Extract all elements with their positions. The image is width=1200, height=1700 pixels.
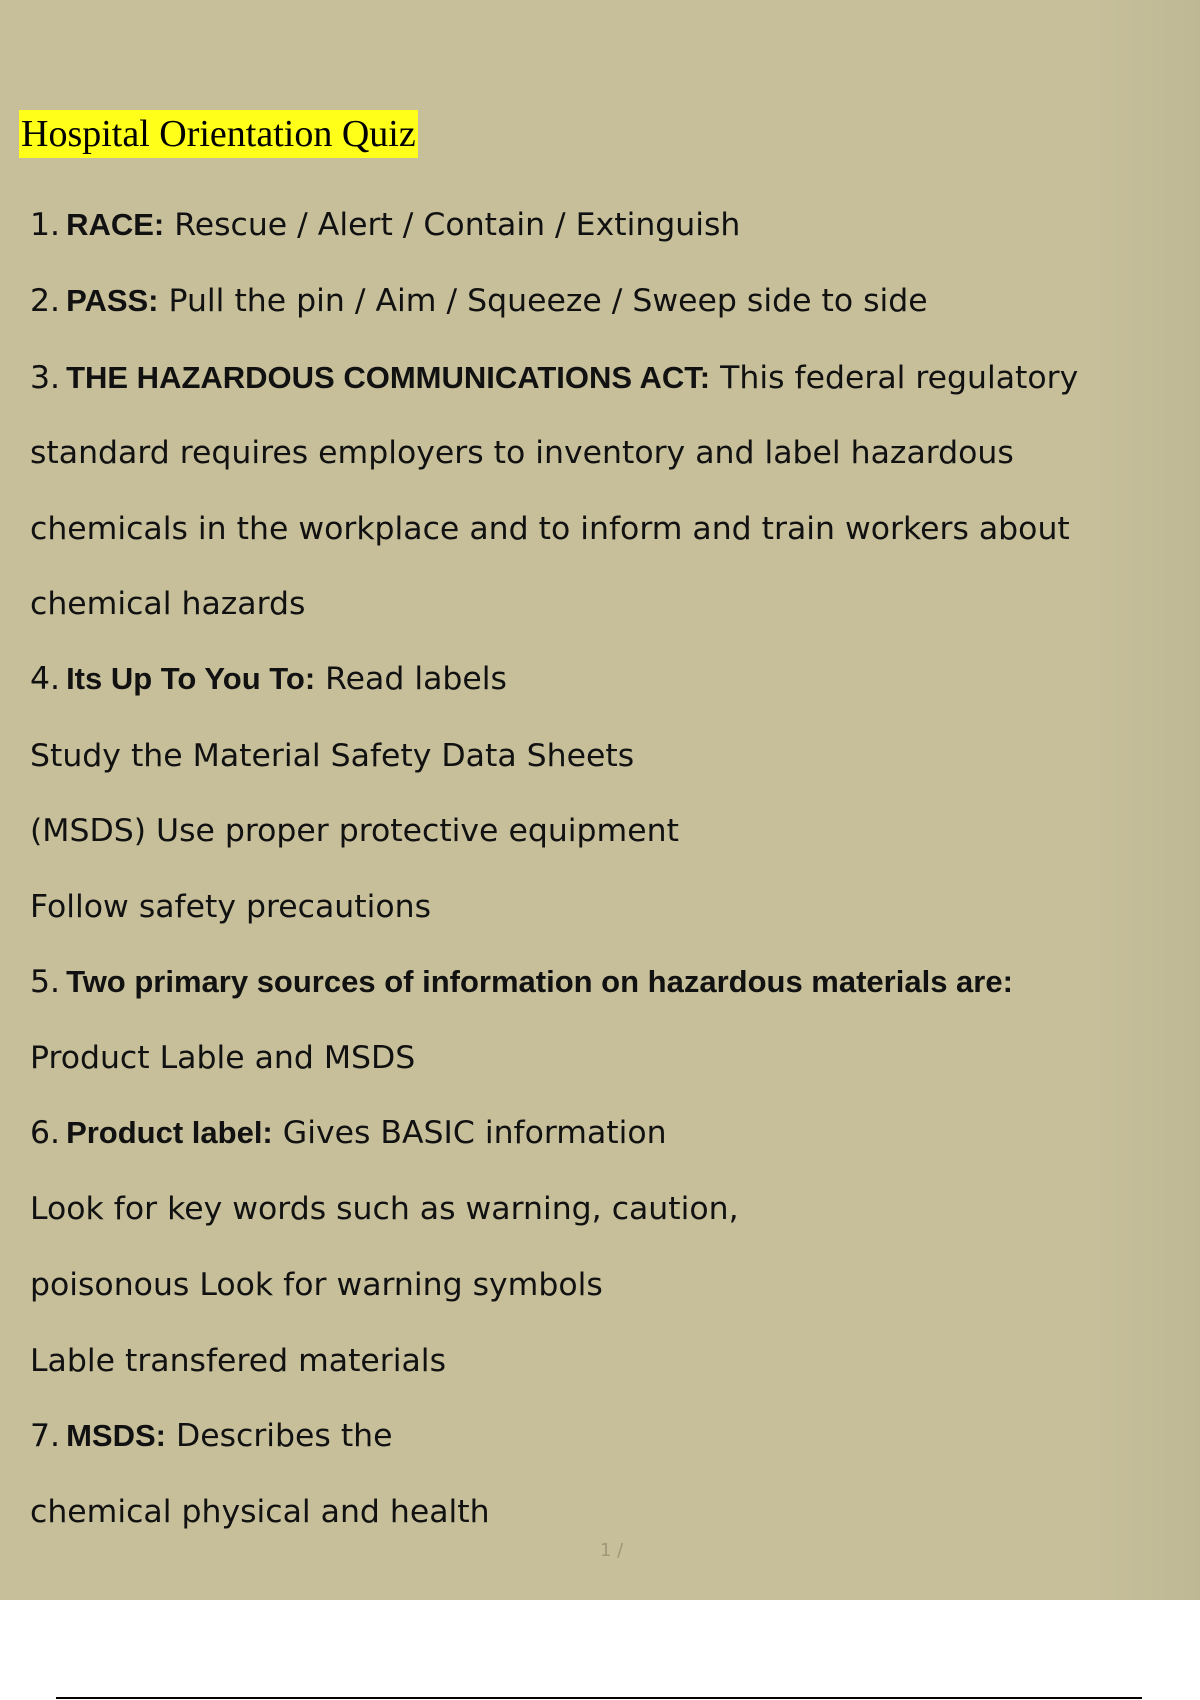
item-term: THE HAZARDOUS COMMUNICATIONS ACT: (66, 360, 711, 395)
continuation-line: Look for key words such as warning, caution, (30, 1191, 739, 1227)
item-term: Its Up To You To: (66, 661, 316, 696)
item-term: PASS: (66, 283, 159, 318)
item-number: 1. (30, 207, 61, 243)
continuation-line: standard requires employers to inventory and label hazardous (30, 435, 1014, 471)
quiz-item-3 (30, 356, 1078, 400)
page-number-marker: 1 / (600, 1540, 624, 1561)
sheet-edge-shade (1090, 0, 1200, 1600)
quiz-item-7 (30, 1414, 393, 1458)
item-term: RACE: (66, 207, 165, 242)
item-number: 6. (30, 1115, 61, 1151)
item-term: Two primary sources of information on hazardous materials are: (66, 964, 1013, 999)
item-number: 7. (30, 1418, 61, 1454)
continuation-line: chemicals in the workplace and to inform and train workers about (30, 511, 1070, 547)
quiz-item-6 (30, 1111, 667, 1155)
item-text: Describes the (165, 1418, 393, 1454)
continuation-line: Product Lable and MSDS (30, 1040, 416, 1076)
item-text: Rescue / Alert / Contain / Extinguish (164, 207, 741, 243)
item-text: Read labels (315, 661, 507, 697)
item-number: 3. (30, 360, 61, 396)
continuation-line: chemical hazards (30, 586, 306, 622)
continuation-line: Study the Material Safety Data Sheets (30, 738, 635, 774)
quiz-item-2 (30, 279, 928, 323)
item-number: 5. (30, 964, 61, 1000)
footer-divider (56, 1697, 1142, 1699)
quiz-item-1 (30, 203, 740, 247)
item-number: 4. (30, 661, 61, 697)
quiz-item-4 (30, 657, 507, 701)
continuation-line: Follow safety precautions (30, 889, 431, 925)
continuation-line: Lable transfered materials (30, 1343, 446, 1379)
continuation-line: (MSDS) Use proper protective equipment (30, 813, 679, 849)
item-term: MSDS: (66, 1418, 166, 1453)
item-term: Product label: (66, 1115, 273, 1150)
continuation-line: chemical physical and health (30, 1494, 490, 1530)
item-number: 2. (30, 283, 61, 319)
document-title: Hospital Orientation Quiz (19, 110, 418, 158)
continuation-line: poisonous Look for warning symbols (30, 1267, 603, 1303)
item-text: This federal regulatory (710, 360, 1079, 396)
item-text: Gives BASIC information (272, 1115, 667, 1151)
quiz-item-5 (30, 960, 1013, 1004)
item-text: Pull the pin / Aim / Squeeze / Sweep side to side (158, 283, 928, 319)
